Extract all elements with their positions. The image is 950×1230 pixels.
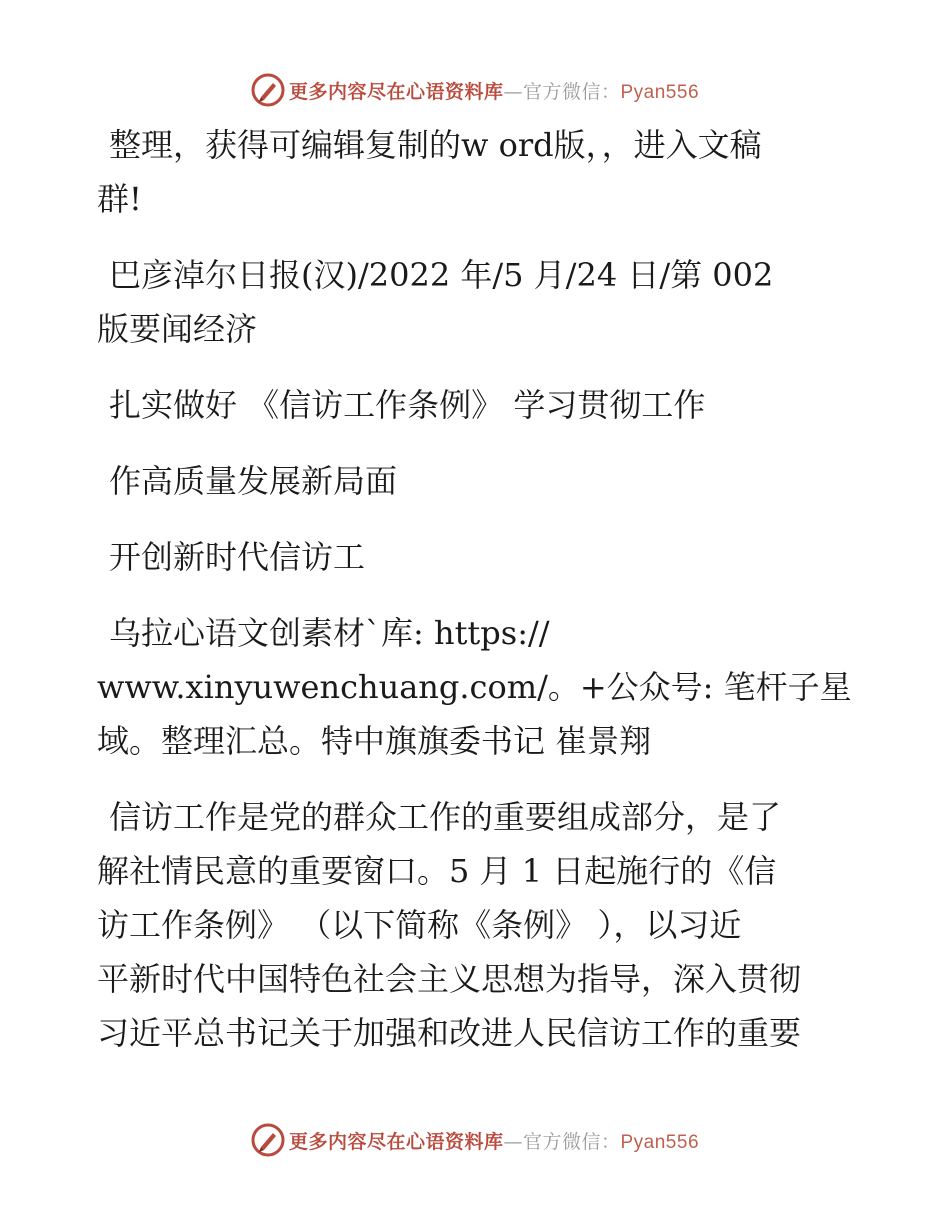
watermark-label: 官方微信： bbox=[522, 1130, 621, 1153]
watermark-text bbox=[289, 1127, 699, 1154]
text-line: 访工作条例》 （以下简称《条例》 ），以习近 bbox=[97, 906, 742, 944]
watermark-id: Pyan556 bbox=[620, 1131, 700, 1153]
paragraph-main bbox=[97, 790, 857, 1060]
text-line: 巴彦淖尔日报(汉)/2022 年/5 月/24 日/第 002 bbox=[109, 256, 774, 294]
text-line: 解社情民意的重要窗口。5 月 1 日起施行的《信 bbox=[97, 852, 777, 890]
text-line: 习近平总书记关于加强和改进人民信访工作的重要 bbox=[97, 1014, 802, 1052]
watermark-main: 更多内容尽在心语资料库 bbox=[288, 1130, 504, 1153]
text-line: 版要闻经济 bbox=[97, 310, 258, 348]
paragraph-intro bbox=[97, 118, 857, 226]
text-line: 域。整理汇总。特中旗旗委书记 崔景翔 bbox=[97, 722, 652, 760]
text-line: 整理，获得可编辑复制的w ord版，，进入文稿 bbox=[109, 126, 762, 164]
text-line: www.xinyuwenchuang.com/。+公众号: 笔杆子星 bbox=[97, 668, 852, 706]
watermark-header bbox=[0, 70, 950, 110]
watermark-sep: — bbox=[503, 1130, 523, 1153]
text-line: 信访工作是党的群众工作的重要组成部分，是了 bbox=[109, 798, 782, 836]
watermark-footer bbox=[0, 1120, 950, 1160]
text-line: 开创新时代信访工 bbox=[109, 538, 366, 576]
watermark-id: Pyan556 bbox=[620, 81, 700, 103]
text-line: 平新时代中国特色社会主义思想为指导，深入贯彻 bbox=[97, 960, 802, 998]
watermark-label: 官方微信： bbox=[522, 80, 621, 103]
heading-line-1 bbox=[97, 378, 857, 432]
paragraph-author bbox=[97, 606, 857, 768]
watermark-text bbox=[289, 77, 699, 104]
heading-line-2 bbox=[97, 454, 857, 508]
text-line: 群! bbox=[97, 180, 142, 218]
text-line: 作高质量发展新局面 bbox=[109, 462, 398, 500]
pen-logo-icon bbox=[251, 73, 285, 107]
watermark-main: 更多内容尽在心语资料库 bbox=[288, 80, 504, 103]
pen-logo-icon bbox=[251, 1123, 285, 1157]
document-body bbox=[97, 118, 857, 1060]
watermark-sep: — bbox=[503, 80, 523, 103]
heading-line-3 bbox=[97, 530, 857, 584]
text-line: 扎实做好 《信访工作条例》 学习贯彻工作 bbox=[109, 386, 706, 424]
paragraph-source bbox=[97, 248, 857, 356]
text-line: 乌拉心语文创素材`库: https:// bbox=[109, 614, 550, 652]
